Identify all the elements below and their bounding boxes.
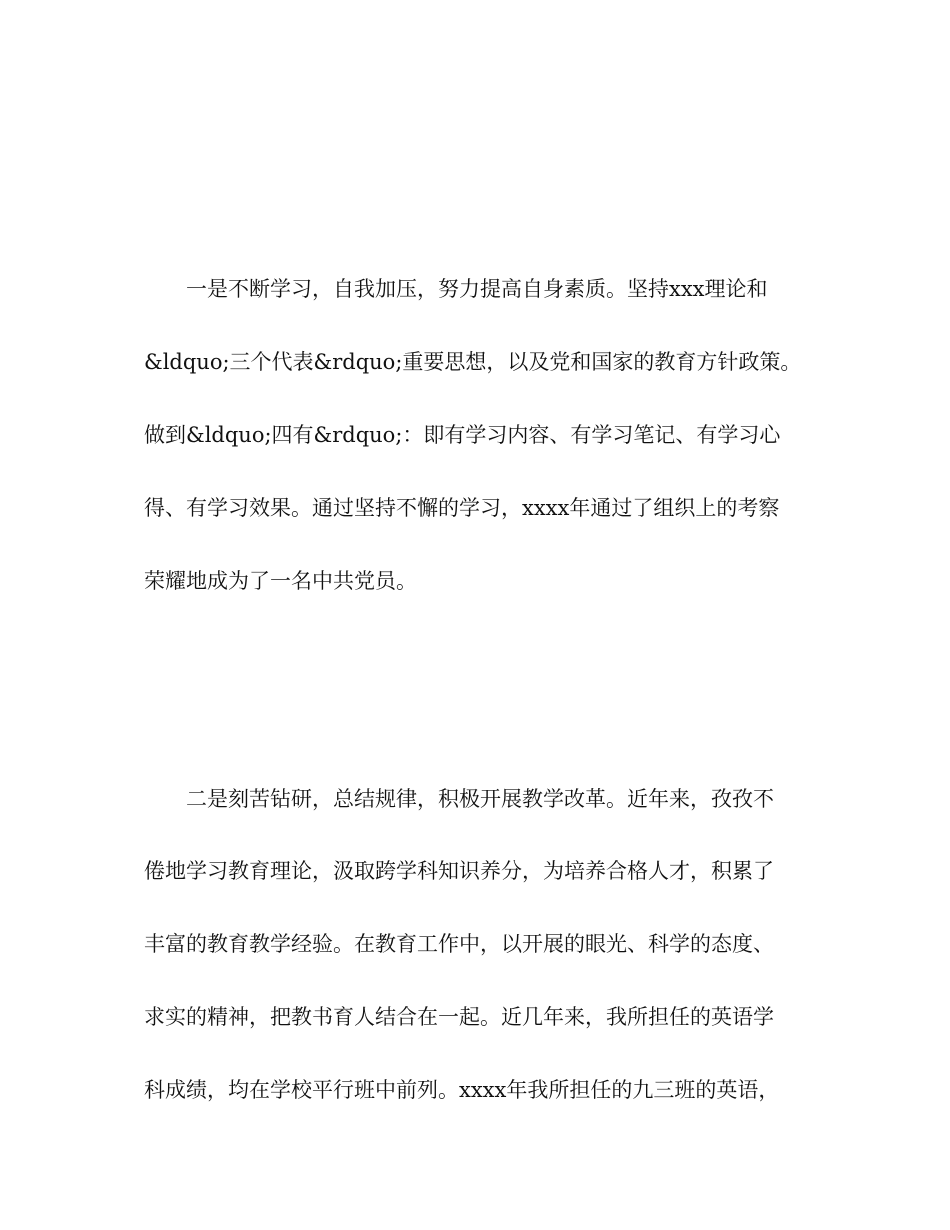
paragraph-1-line-1: 一是不断学习，自我加压，努力提高自身素质。坚持xxx理论和 xyxy=(144,277,768,301)
paragraph-2-line-3: 丰富的教育教学经验。在教育工作中，以开展的眼光、科学的态度、 xyxy=(144,932,774,956)
paragraph-2-line-1: 二是刻苦钻研，总结规律，积极开展教学改革。近年来，孜孜不 xyxy=(144,787,774,811)
paragraph-1-line-2: &ldquo;三个代表&rdquo;重要思想，以及党和国家的教育方针政策。 xyxy=(144,350,802,374)
paragraph-1-line-5: 荣耀地成为了一名中共党员。 xyxy=(144,569,417,593)
paragraph-2-line-5: 科成绩，均在学校平行班中前列。xxxx年我所担任的九三班的英语， xyxy=(144,1078,780,1102)
paragraph-1-line-4: 得、有学习效果。通过坚持不懈的学习，xxxx年通过了组织上的考察 xyxy=(144,496,780,520)
paragraph-1-line-3: 做到&ldquo;四有&rdquo;：即有学习内容、有学习笔记、有学习心 xyxy=(144,423,781,447)
paragraph-2-line-2: 倦地学习教育理论，汲取跨学科知识养分，为培养合格人才，积累了 xyxy=(144,859,774,883)
paragraph-2-line-4: 求实的精神，把教书育人结合在一起。近几年来，我所担任的英语学 xyxy=(144,1005,774,1029)
